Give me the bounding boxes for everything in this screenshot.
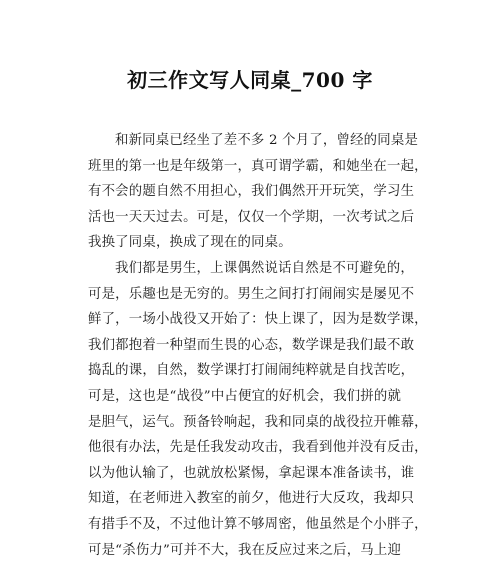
text-line: 以为他认输了，也就放松紧惕，拿起课本准备读书，谁: [88, 465, 415, 481]
text-line: 我们都是男生，上课偶然说话自然是不可避免的，: [115, 260, 414, 276]
document-body: [88, 128, 428, 563]
text-line: 知道，在老师进入教室的前夕，他进行大反攻，我却只: [88, 491, 415, 507]
text-line: 可是，乐趣也是无穷的。男生之间打打闹闹实是屡见不: [88, 286, 415, 302]
document-title: 初三作文写人同桌_700 字: [127, 68, 373, 92]
text-line: 是胆气，运气。预备铃响起，我和同桌的战役拉开帷幕，: [88, 414, 428, 430]
text-line: 可是“杀伤力”可并不大，我在反应过来之后，马上迎: [88, 542, 402, 558]
text-line: 我换了同桌，换成了现在的同桌。: [88, 235, 292, 251]
text-line: 和新同桌已经坐了差不多 2 个月了，曾经的同桌是: [115, 133, 419, 148]
text-line: 班里的第一也是年级第一，真可谓学霸，和她坐在一起，: [88, 158, 428, 174]
text-line: 鲜了，一场小战役又开始了：快上课了，因为是数学课，: [88, 312, 428, 328]
text-line: 捣乱的课，自然，数学课打打闹闹纯粹就是自找苦吃，: [88, 363, 415, 379]
text-line: 可是，这也是“战役”中占便宜的好机会，我们拼的就: [88, 388, 402, 404]
text-line: 活也一天天过去。可是，仅仅一个学期，一次考试之后: [88, 209, 415, 225]
text-line: 他很有办法，先是任我发动攻击，我看到他并没有反击，: [88, 440, 428, 456]
text-line: 有不会的题自然不用担心，我们偶然开开玩笑，学习生: [88, 184, 415, 200]
text-line: 我们都抱着一种望而生畏的心态，数学课是我们最不敢: [88, 337, 415, 353]
text-line: 有措手不及，不过他计算不够周密，他虽然是个小胖子，: [88, 516, 428, 532]
